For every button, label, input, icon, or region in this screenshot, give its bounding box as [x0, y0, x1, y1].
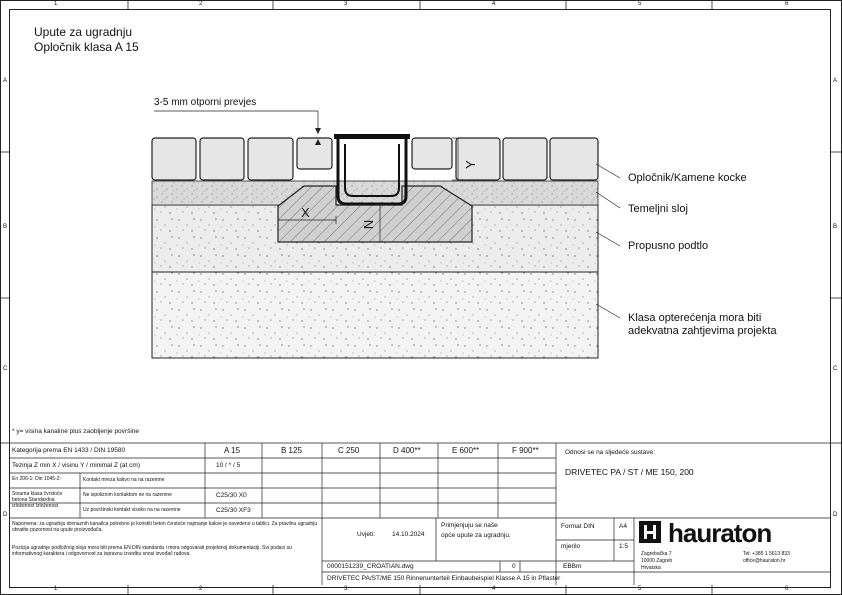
- grid-col-4: 4: [492, 1, 496, 7]
- address-line-2: 10000 Zagreb: [641, 558, 673, 564]
- dimension-y-label: Y: [462, 160, 478, 169]
- grid-col-5-bottom: 5: [638, 586, 642, 592]
- drawing-description: DRIVETEC PA/ST/ME 150 Rinnenunterteil Einbaubeispiel Klasse A 15 in Pflaster: [327, 575, 561, 582]
- class-f900: F 900**: [512, 446, 539, 455]
- application-note-1: Primjenjuju se naše: [441, 522, 498, 529]
- revision: 0: [512, 563, 516, 570]
- lip-note: 3-5 mm otporni prevjes: [154, 97, 257, 108]
- callout-subsoil: Propusno podtlo: [628, 240, 709, 252]
- footnote: * y= visina kanaline plus zaobljenje površine: [12, 428, 140, 435]
- grid-col-4-bottom: 4: [492, 586, 496, 592]
- callout-load-class-1: Klasa opterećenja mora biti: [628, 312, 762, 324]
- company-phone: Tel: +385 1 5613 833: [743, 551, 790, 557]
- grid-row-b: B: [3, 224, 8, 230]
- company-logo-text: hauraton: [668, 518, 772, 548]
- dimension-x-label: X: [301, 205, 310, 220]
- note-1: Napomena: za ugradnju drenaznih kanalica potrebno je koristiti beton čvrstoće najmanje kakve je navedeno u tablici. Za pravilnu ugradnju obratite pozornost na upute proizvođača.: [12, 521, 318, 533]
- grid-row-c-right: C: [833, 366, 838, 372]
- address-line-3: Hrvatska: [641, 565, 661, 571]
- table-dimension-value: 10 / * / 5: [216, 462, 241, 469]
- callout-load-class-2: adekvatna zahtjevima projekta: [628, 325, 777, 337]
- grid-col-2: 2: [199, 1, 203, 7]
- format-value: A4: [619, 523, 627, 530]
- file-name: 0000151239_CROATIAN.dwg: [327, 563, 414, 570]
- address-line-1: Zagrebačka 7: [641, 551, 672, 557]
- callout-pavers: Opločnik/Kamene kocke: [628, 172, 747, 184]
- grid-row-d-right: D: [833, 512, 838, 518]
- grid-col-1-bottom: 1: [54, 586, 58, 592]
- grid-col-3: 3: [344, 1, 348, 7]
- grid-col-6-bottom: 6: [785, 586, 789, 592]
- grid-row-a-right: A: [833, 78, 838, 84]
- table-standard-label: En 206-1: Din 1045-2:: [12, 476, 61, 482]
- callout-base-layer: Temeljni sloj: [628, 203, 688, 215]
- grid-row-d: D: [3, 512, 8, 518]
- grid-col-3-bottom: 3: [344, 586, 348, 592]
- grid-row-b-right: B: [833, 224, 838, 230]
- table-no-contact-label: Ne ispoliznim kontaktom ne na razemne: [83, 492, 172, 498]
- application-note-2: opće upute za ugradnju.: [441, 532, 511, 539]
- scale-value: 1:5: [619, 543, 629, 550]
- system-value: DRIVETEC PA / ST / ME 150, 200: [565, 467, 694, 477]
- class-e600: E 600**: [452, 446, 480, 455]
- format-label: Format DIN: [561, 523, 595, 530]
- table-concrete-x0: C25/30 X0: [216, 492, 247, 499]
- title-line-1: Upute za ugradnju: [34, 25, 133, 39]
- table-concrete-xf3: C25/30 XF3: [216, 507, 251, 514]
- table-category-label: Kategorija prema EN 1433 / DIN 19580: [12, 447, 126, 454]
- system-title: Odnosi se na sljedeće sustave:: [565, 449, 655, 456]
- note-2: Pozicija ugradnje podložnog sloja mora biti prema EN DIN standardu i mora odgovarati projektnoj dokumentaciji. Svi podaci su informativnog karaktera i odgovornost za ispravnu izvedbu snosi izvođač radova.: [12, 545, 292, 557]
- scale-label: mjerilo: [561, 543, 581, 550]
- table-dimension-label: Tezinja Z min X / visinu Y / minimal Z (at cm): [12, 462, 140, 469]
- table-concrete-class-label: Stvarna klasa čvrstoće betona Standardna izloženost Izloženost: [12, 491, 63, 509]
- grid-col-6: 6: [785, 1, 789, 7]
- table-contact-label: Kontakt mreza kakvo na na razemne: [83, 477, 165, 483]
- class-b125: B 125: [281, 446, 302, 455]
- class-c250: C 250: [338, 446, 360, 455]
- table-surface-contact-label: Uz površinski kontakt visoko na na razemne: [83, 507, 181, 513]
- conditions-label: Uvjeti:: [357, 531, 376, 538]
- grid-row-c: C: [3, 366, 8, 372]
- company-email: office@hauraton.hr: [743, 558, 786, 564]
- grid-row-a: A: [3, 78, 8, 84]
- class-a15: A 15: [224, 446, 241, 455]
- author: EBBm: [563, 563, 582, 570]
- grid-col-2-bottom: 2: [199, 586, 203, 592]
- hauraton-logo-icon: [639, 521, 661, 543]
- grid-col-5: 5: [638, 1, 642, 7]
- drawing-date: 14.10.2024: [392, 531, 425, 538]
- title-line-2: Opločnik klasa A 15: [34, 40, 139, 54]
- class-d400: D 400**: [393, 446, 421, 455]
- dimension-n-label: N: [361, 219, 377, 230]
- grid-col-1: 1: [54, 1, 58, 7]
